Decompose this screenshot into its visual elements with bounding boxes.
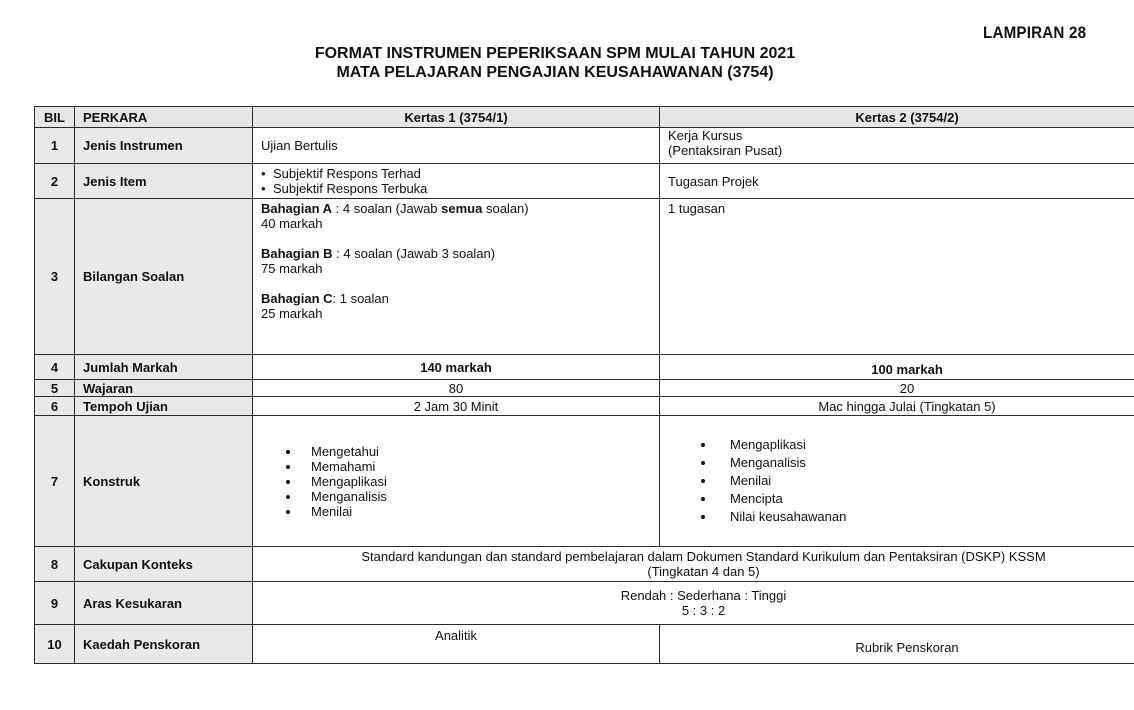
- section-label: Bahagian C: [261, 291, 333, 306]
- kertas1-cell: 2 Jam 30 Minit: [253, 397, 660, 416]
- row-number: 2: [35, 164, 75, 199]
- section-label: Bahagian B: [261, 246, 333, 261]
- table-row: [35, 397, 1134, 416]
- construct-list-k1: [261, 444, 651, 519]
- table-row: [35, 625, 1134, 664]
- list-item: Mengaplikasi: [261, 474, 651, 489]
- section-marks: 25 markah: [261, 306, 323, 321]
- kertas2-cell: 1 tugasan: [660, 199, 1134, 355]
- merged-line: (Tingkatan 4 dan 5): [647, 564, 760, 579]
- item-type-list: [253, 166, 651, 196]
- row-label: Konstruk: [75, 416, 253, 547]
- kertas1-cell: Ujian Bertulis: [253, 128, 660, 164]
- kertas2-cell: 100 markah: [660, 355, 1134, 380]
- merged-line: Rendah : Sederhana : Tinggi: [620, 588, 787, 603]
- table-row: [35, 355, 1134, 380]
- merged-line: Standard kandungan dan standard pembelajaran dalam Dokumen Standard Kurikulum dan Pentaksiran (DSKP) KSSM: [361, 549, 1046, 564]
- table-header-row: [35, 107, 1134, 128]
- section-marks: 40 markah: [261, 216, 323, 231]
- row-number: 8: [35, 547, 75, 582]
- list-item: Mengetahui: [261, 444, 651, 459]
- row-label: Jenis Item: [75, 164, 253, 199]
- list-item: Menilai: [261, 504, 651, 519]
- exam-format-table: [34, 106, 1134, 664]
- kertas2-line: (Pentaksiran Pusat): [668, 143, 783, 158]
- section-b-desc: [261, 246, 651, 261]
- row-number: 10: [35, 625, 75, 664]
- list-item: • Subjektif Respons Terhad: [261, 166, 651, 181]
- kertas2-cell: [660, 128, 1134, 164]
- kertas2-cell: Tugasan Projek: [660, 164, 1134, 199]
- row-number: 6: [35, 397, 75, 416]
- row-label: Aras Kesukaran: [75, 582, 253, 625]
- section-b: [261, 246, 651, 276]
- table-row: [35, 416, 1134, 547]
- kertas1-cell: [253, 164, 660, 199]
- table-row: [35, 164, 1134, 199]
- section-detail: : 1 soalan: [332, 291, 389, 306]
- table-row: [35, 128, 1134, 164]
- construct-list-k2: [668, 436, 1134, 526]
- row-label: Kaedah Penskoran: [75, 625, 253, 664]
- kertas2-cell: Rubrik Penskoran: [660, 625, 1134, 664]
- row-label: Bilangan Soalan: [75, 199, 253, 355]
- section-detail: : 4 soalan (Jawab 3 soalan): [332, 246, 496, 261]
- row-number: 7: [35, 416, 75, 547]
- col-header-perkara: PERKARA: [75, 107, 253, 128]
- kertas1-cell: 140 markah: [253, 355, 660, 380]
- col-header-kertas2: Kertas 2 (3754/2): [660, 107, 1134, 128]
- row-label: Jenis Instrumen: [75, 128, 253, 164]
- row-label: Tempoh Ujian: [75, 397, 253, 416]
- appendix-label: LAMPIRAN 28: [983, 24, 1087, 42]
- kertas2-cell: [660, 416, 1134, 547]
- table-row: [35, 547, 1134, 582]
- list-item: Nilai keusahawanan: [668, 508, 1134, 526]
- document-subtitle: MATA PELAJARAN PENGAJIAN KEUSAHAWANAN (3754): [336, 64, 774, 81]
- section-c-desc: [261, 291, 651, 306]
- kertas1-cell: Analitik: [253, 625, 660, 664]
- row-label: Jumlah Markah: [75, 355, 253, 380]
- kertas2-line: Kerja Kursus: [668, 128, 743, 143]
- list-item: Mengaplikasi: [668, 436, 1134, 454]
- table-row: [35, 582, 1134, 625]
- kertas2-cell: Mac hingga Julai (Tingkatan 5): [660, 397, 1134, 416]
- merged-cell: [253, 547, 1134, 582]
- list-item: Mencipta: [668, 490, 1134, 508]
- kertas1-cell: [253, 199, 660, 355]
- col-header-bil: BIL: [35, 107, 75, 128]
- kertas1-cell: [253, 416, 660, 547]
- section-emphasis: semua: [441, 201, 483, 216]
- section-detail: soalan): [482, 201, 529, 216]
- list-item: • Subjektif Respons Terbuka: [261, 181, 651, 196]
- section-a: [261, 201, 651, 231]
- row-label: Wajaran: [75, 380, 253, 397]
- row-number: 1: [35, 128, 75, 164]
- table-row: [35, 199, 1134, 355]
- kertas1-cell: 80: [253, 380, 660, 397]
- section-label: Bahagian A: [261, 201, 333, 216]
- section-marks: 75 markah: [261, 261, 323, 276]
- row-number: 9: [35, 582, 75, 625]
- row-number: 5: [35, 380, 75, 397]
- section-c: [261, 291, 651, 321]
- table-row: [35, 380, 1134, 397]
- row-number: 3: [35, 199, 75, 355]
- kertas2-cell: 20: [660, 380, 1134, 397]
- list-item: Memahami: [261, 459, 651, 474]
- col-header-kertas1: Kertas 1 (3754/1): [253, 107, 660, 128]
- merged-cell: [253, 582, 1134, 625]
- section-a-desc: [261, 201, 651, 216]
- section-detail: : 4 soalan (Jawab: [332, 201, 442, 216]
- document-title: FORMAT INSTRUMEN PEPERIKSAAN SPM MULAI TAHUN 2021: [314, 45, 796, 62]
- row-label: Cakupan Konteks: [75, 547, 253, 582]
- list-item: Menganalisis: [261, 489, 651, 504]
- list-item: Menganalisis: [668, 454, 1134, 472]
- row-number: 4: [35, 355, 75, 380]
- list-item: Menilai: [668, 472, 1134, 490]
- merged-line: 5 : 3 : 2: [681, 603, 726, 618]
